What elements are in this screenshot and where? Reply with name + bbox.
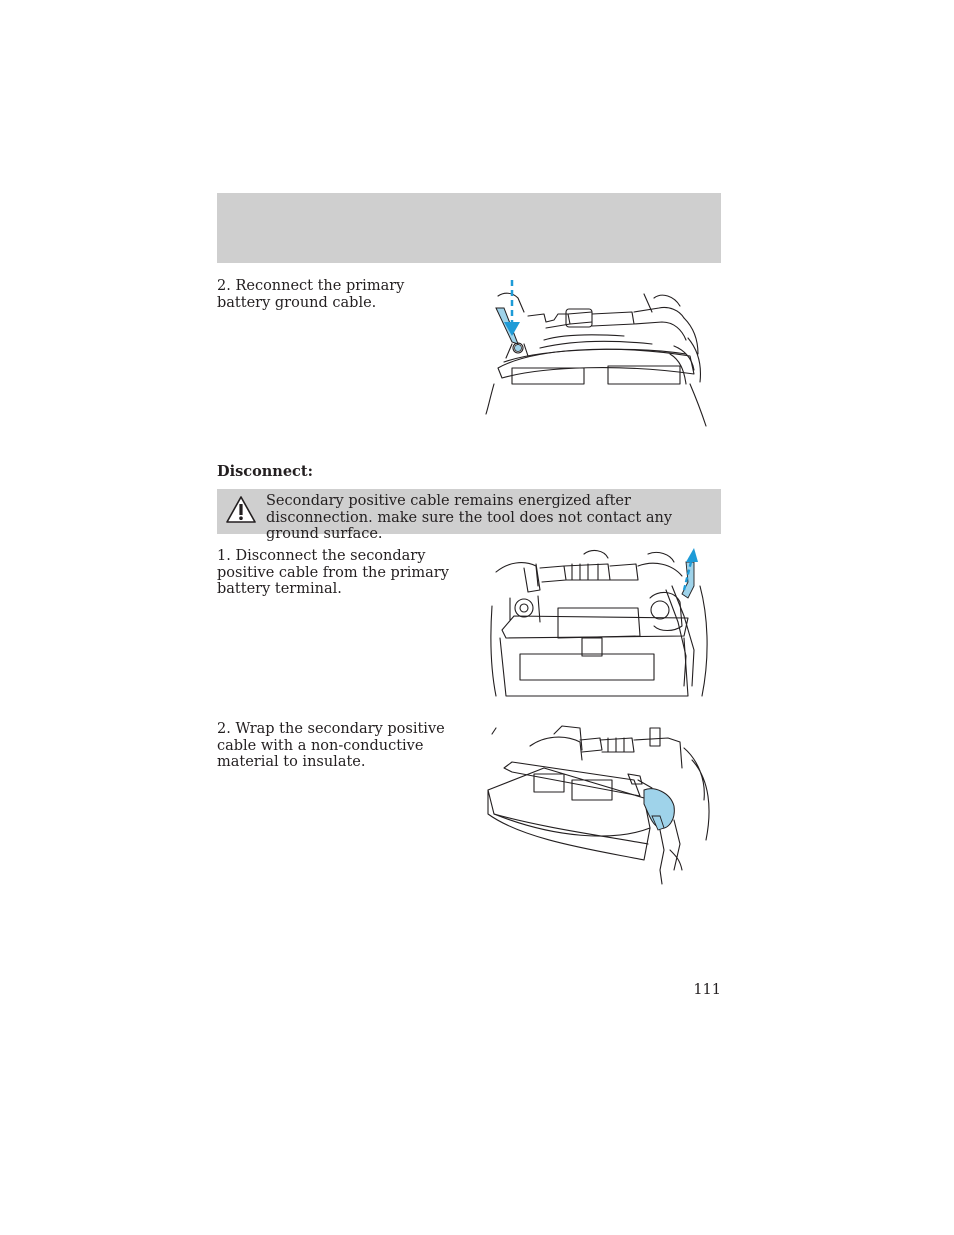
- wrap-cable-insulation-illustration: [484, 720, 716, 885]
- disconnect-secondary-cable-illustration: [488, 546, 712, 708]
- disconnect-heading: Disconnect:: [217, 463, 313, 480]
- section-header-band: [217, 193, 721, 263]
- page-number: 111: [693, 982, 721, 998]
- reconnect-step-2: 2. Reconnect the primary battery ground cable.: [217, 278, 405, 311]
- warning-triangle-icon: [225, 495, 257, 525]
- warning-text: Secondary positive cable remains energized after disconnection. make sure the tool does not contact any ground surface.: [266, 493, 673, 543]
- warning-box: [217, 489, 721, 543]
- disconnect-step-1: 1. Disconnect the secondary positive cable from the primary battery terminal.: [217, 548, 449, 598]
- battery-ground-cable-illustration: [484, 278, 710, 428]
- disconnect-step-2: 2. Wrap the secondary positive cable with a non-conductive material to insulate.: [217, 721, 445, 771]
